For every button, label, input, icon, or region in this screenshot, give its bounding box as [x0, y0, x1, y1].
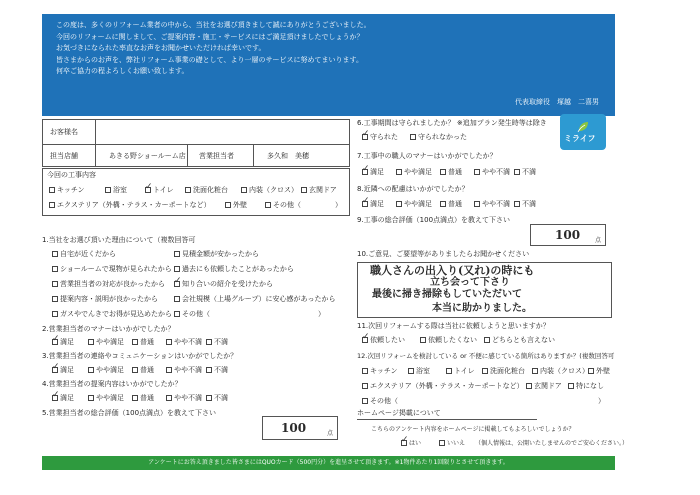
q2-title: 2.営業担当者のマナーはいかがでしたか？ — [42, 325, 175, 333]
header-message — [56, 20, 371, 78]
q3-rating-option[interactable]: やや満足 — [88, 366, 124, 375]
q6-title: 6.工事期間は守られましたか？ ※追加プラン発生時等は除き — [357, 119, 547, 127]
q8-rating-option[interactable]: やや満足 — [396, 200, 432, 209]
q1-option[interactable]: 過去にも依頼したことがあったから — [174, 265, 294, 274]
customer-info — [42, 119, 350, 167]
homepage-note: （個人情報は、公開いたしませんのでご安心ください。） — [475, 440, 629, 447]
q1-option[interactable]: 自宅が近くだから — [52, 250, 116, 259]
q1-option[interactable]: ガスやでんきでお得が見込めたから — [52, 310, 172, 319]
q12-option[interactable]: エクステリア（外構・テラス・カーポートなど） — [362, 382, 524, 391]
q9-score-unit: 点 — [594, 237, 601, 244]
work-option[interactable]: 玄関ドア — [301, 186, 337, 195]
q11-option[interactable]: 依頼したくない — [420, 336, 477, 345]
q2-rating-option[interactable]: やや不満 — [166, 338, 202, 347]
q7-rating-option[interactable]: やや満足 — [396, 168, 432, 177]
q4-rating-option[interactable]: ✓満足 — [52, 394, 74, 403]
q5-score-box[interactable] — [262, 416, 338, 440]
q1-title: 1.当社をお選び頂いた理由について（複数回答可 — [42, 236, 196, 244]
q3-rating-option[interactable]: ✓満足 — [52, 366, 74, 375]
q9-score-box[interactable] — [530, 224, 606, 246]
q8-rating-option[interactable]: やや不満 — [474, 200, 510, 209]
homepage-consent — [357, 409, 629, 457]
q12-option[interactable]: キッチン — [362, 367, 398, 376]
q11-title: 11.次回リフォームする際は当社に依頼しようと思いますか？ — [357, 322, 550, 330]
q7-rating-option[interactable]: ✓満足 — [362, 168, 384, 177]
work-option[interactable]: 洗面化粧台 — [185, 186, 228, 195]
staff-value: 多久和 美穂 — [267, 152, 309, 160]
company-logo — [560, 114, 606, 150]
q1-option-other[interactable]: その他（ — [174, 310, 210, 319]
q1-option[interactable]: 営業担当者の対応が良かったから — [52, 280, 165, 289]
q9-title: 9.工事の総合評価（100点満点）を教えて下さい — [357, 216, 511, 224]
q2-rating-option[interactable]: やや満足 — [88, 338, 124, 347]
work-option[interactable]: キッチン — [49, 186, 85, 195]
q5-title: 5.営業担当者の総合評価（100点満点）を教えて下さい — [42, 409, 217, 417]
leaf-icon — [577, 118, 589, 130]
work-other-close: ） — [335, 201, 342, 209]
q8-rating-option[interactable]: 普通 — [440, 200, 462, 209]
work-option-other[interactable]: その他（ — [265, 201, 301, 210]
q12-option[interactable]: 玄関ドア — [526, 382, 562, 391]
q12-title: 12.次回リフォームを検討している or 不便に感じている箇所はありますか？(複数回答可 — [357, 352, 615, 360]
store-label: 担当店舗 — [50, 152, 78, 160]
staff-label: 営業担当者 — [199, 152, 234, 160]
q11-option[interactable]: ✓依頼したい — [362, 336, 405, 345]
q4-rating-option[interactable]: やや満足 — [88, 394, 124, 403]
header-line: 何卒ご協力の程よろしくお願い致します。 — [56, 67, 189, 75]
q1-option[interactable]: 提案内容・説明が良かったから — [52, 295, 158, 304]
q10-comment-line: 立ち会って下さり — [430, 277, 510, 288]
header-line: 今回のリフォームに関しまして、ご提案内容・施工・サービスにはご満足頂けましたでしょうか？ — [56, 32, 364, 41]
logo-text: ミライフ — [564, 134, 596, 143]
q3-rating-option[interactable]: 普通 — [132, 366, 154, 375]
q3-title: 3.営業担当者の連絡やコミュニケーションはいかがでしたか？ — [42, 352, 238, 360]
q6-option[interactable]: 守られなかった — [410, 133, 467, 142]
homepage-yes-option[interactable]: ✓はい — [401, 440, 421, 448]
q10-comment-line: 本当に助かりました。 — [432, 303, 532, 314]
q1-other-close: ） — [318, 310, 325, 318]
q2-rating-option[interactable]: 不満 — [206, 338, 228, 347]
work-option[interactable]: 外壁 — [225, 201, 247, 210]
q7-rating-option[interactable]: やや不満 — [474, 168, 510, 177]
q7-rating-option[interactable]: 不満 — [514, 168, 536, 177]
work-title: 今回の工事内容 — [47, 171, 96, 179]
q9-score-value: 100 — [555, 228, 581, 242]
q10-comment-line: 職人さんの出入り(又れ)の時にも — [370, 264, 535, 277]
q12-option-other[interactable]: その他（ — [362, 397, 398, 406]
q11-option[interactable]: どちらとも言えない — [484, 336, 555, 345]
footer-banner — [42, 456, 615, 470]
q2-rating-option[interactable]: ✓満足 — [52, 338, 74, 347]
header-banner — [42, 14, 615, 116]
customer-name-label: お客様名 — [50, 128, 78, 136]
q1-option[interactable]: ✓知り合いの紹介を受けたから — [174, 280, 273, 289]
header-line: お気づきになられた率直なお声をお聞かせいただければ幸いです。 — [56, 44, 266, 52]
header-line: 皆さまからのお声を、弊社リフォーム事業の礎として、より一層のサービスに努めてまいります。 — [56, 55, 363, 64]
q12-option[interactable]: 特になし — [568, 382, 604, 391]
q10-title: 10.ご意見、ご要望等がありましたらお聞かせください — [357, 250, 530, 258]
q8-rating-option[interactable]: 不満 — [514, 200, 536, 209]
q7-title: 7.工事中の職人のマナーはいかがでしたか？ — [357, 152, 497, 160]
q4-rating-option[interactable]: 不満 — [206, 394, 228, 403]
q5-score-value: 100 — [281, 421, 307, 435]
work-option[interactable]: エクステリア（外構・テラス・カーポートなど） — [49, 201, 211, 210]
q2-rating-option[interactable]: 普通 — [132, 338, 154, 347]
q1-option[interactable]: 会社規模（上場グループ）に安心感があったから — [174, 295, 335, 304]
work-option[interactable]: 浴室 — [105, 186, 127, 195]
q3-rating-option[interactable]: 不満 — [206, 366, 228, 375]
work-option[interactable]: ✓ トイレ — [145, 186, 174, 195]
q1-option[interactable]: 見積金額が安かったから — [174, 250, 259, 259]
q4-rating-option[interactable]: やや不満 — [166, 394, 202, 403]
footer-text: アンケートにお答え頂きました皆さまにはQUOカード（500円分）を進呈させて頂きます。※1物件あたり1回限りとさせて頂きます。 — [148, 459, 509, 466]
q12-option[interactable]: 外壁 — [588, 367, 610, 376]
work-option[interactable]: 内装（クロス） — [241, 186, 298, 195]
q6-option[interactable]: ✓守られた — [362, 133, 398, 142]
q5-score-unit: 点 — [326, 430, 333, 437]
homepage-title: ホームページ掲載について — [357, 409, 537, 420]
q4-rating-option[interactable]: 普通 — [132, 394, 154, 403]
q3-rating-option[interactable]: やや不満 — [166, 366, 202, 375]
q1-option[interactable]: ショールームで現物が見られたから — [52, 265, 172, 274]
q8-rating-option[interactable]: ✓満足 — [362, 200, 384, 209]
homepage-question: こちらのアンケート内容をホームページに掲載してもよろしいでしょうか？ — [371, 426, 575, 433]
q10-comment-line: 最後に掃き掃除もしていただいて — [372, 289, 522, 300]
homepage-no-option[interactable]: いいえ — [439, 440, 465, 448]
header-line: この度は、多くのリフォーム業者の中から、当社をお選び頂きまして誠にありがとうございました。 — [56, 21, 371, 29]
q12-option[interactable]: 洗面化粧台 — [482, 367, 525, 376]
q4-title: 4.営業担当者の提案内容はいかがでしたか？ — [42, 380, 182, 388]
q12-other-close: ） — [598, 397, 605, 405]
store-value: あきる野ショールーム店 — [109, 152, 186, 160]
q7-rating-option[interactable]: 普通 — [440, 168, 462, 177]
q12-option[interactable]: 浴室 — [408, 367, 430, 376]
q12-option[interactable]: 内装（クロス） — [532, 367, 589, 376]
q10-comment-box[interactable] — [357, 262, 612, 318]
work-content — [42, 168, 350, 216]
q8-title: 8.近隣への配慮はいかがでしたか？ — [357, 185, 469, 193]
q12-option[interactable]: トイレ — [446, 367, 475, 376]
header-signature: 代表取締役 塚越 二喜男 — [515, 98, 599, 106]
